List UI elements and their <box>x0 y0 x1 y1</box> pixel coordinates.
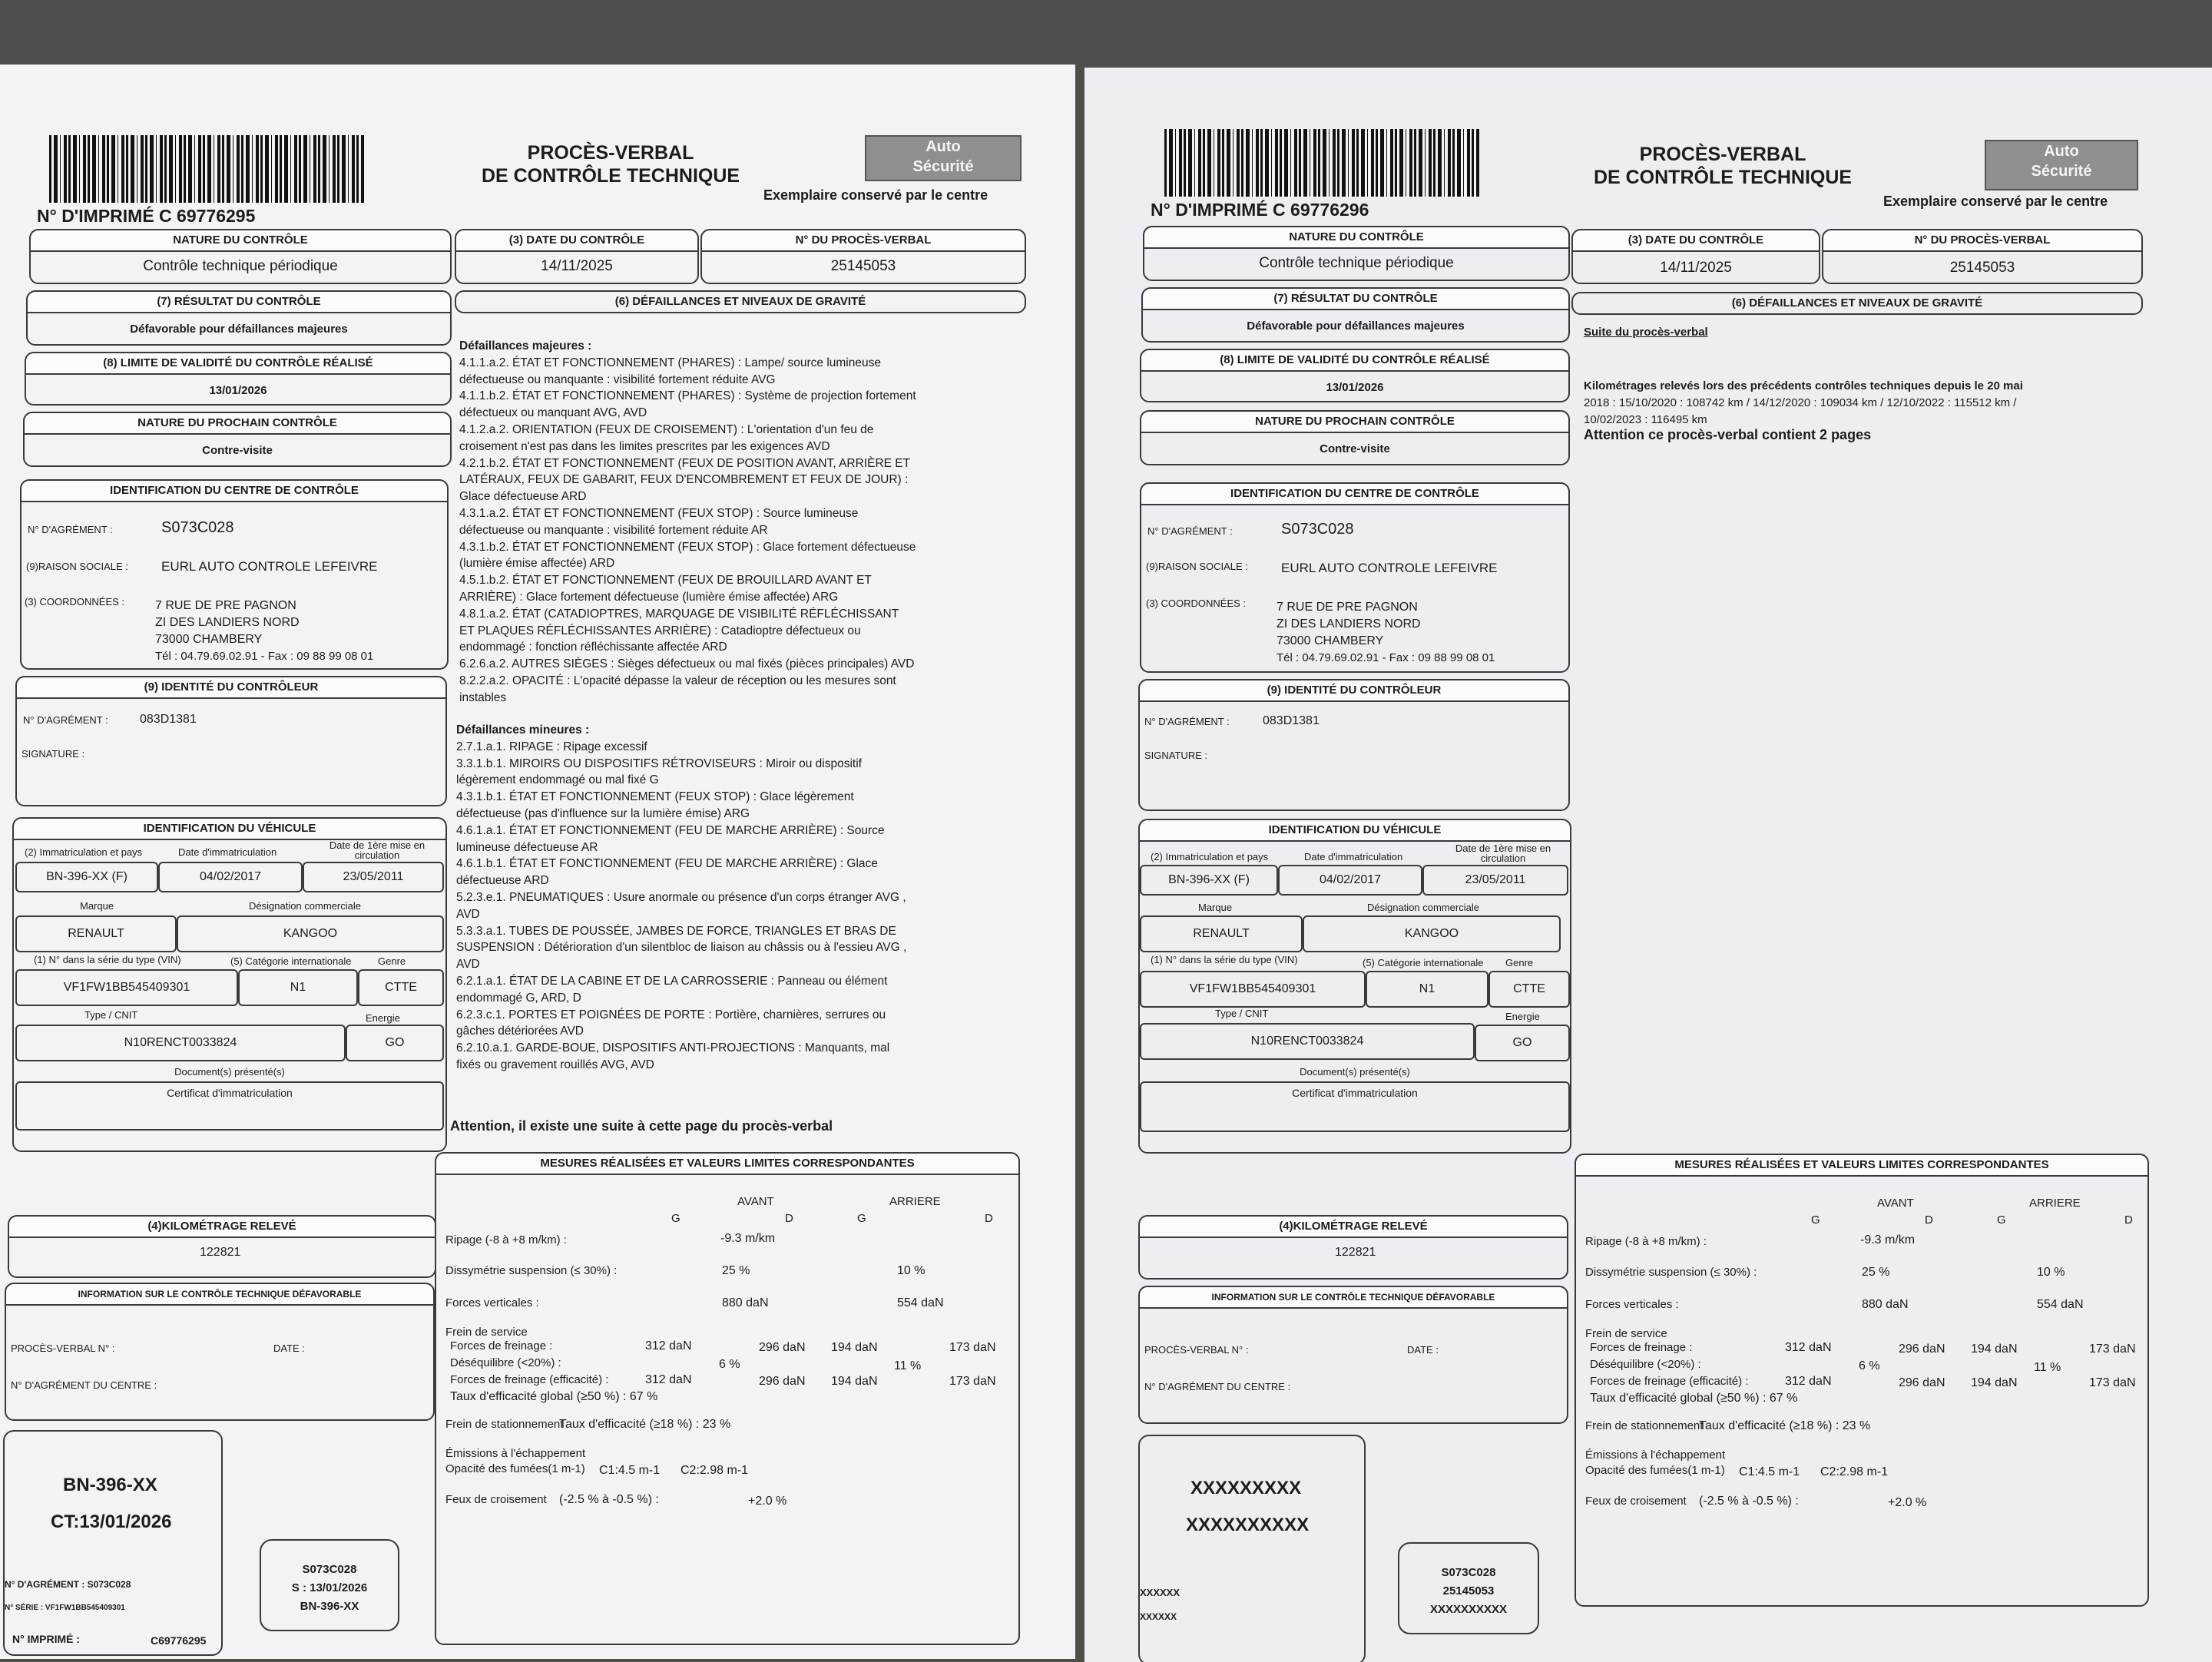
avant-d-header: D <box>785 1212 793 1225</box>
frein-stationnement-label: Frein de stationnement <box>445 1418 564 1431</box>
prochain-box <box>1140 410 1570 465</box>
defaillance-mineure-line: fixés ou gravement rouillés AVG, AVD <box>456 1058 654 1071</box>
defaillances-label: (6) DÉFAILLANCES ET NIVEAUX DE GRAVITÉ <box>1731 296 1983 310</box>
signature-label: SIGNATURE : <box>22 748 85 760</box>
nature-controle-box <box>1143 226 1570 281</box>
num-pv-box <box>1822 229 2143 284</box>
defaillance-mineure-line: 2.7.1.a.1. RIPAGE : Ripage excessif <box>456 740 647 753</box>
feux-croisement-label: Feux de croisement <box>1585 1495 1687 1508</box>
vehicule-label: IDENTIFICATION DU VÉHICULE <box>1140 820 1570 842</box>
vehicule-box <box>1138 819 1571 1154</box>
mesures-box <box>435 1152 1020 1645</box>
defaillance-majeure-line: (lumière émise affectée) ARD <box>459 557 615 571</box>
exemplaire-note: Exemplaire conservé par le centre <box>1883 194 2108 209</box>
opacite-c2: C2:2.98 m-1 <box>1820 1465 1889 1478</box>
exemplaire-note: Exemplaire conservé par le centre <box>763 187 988 203</box>
centre-label: IDENTIFICATION DU CENTRE DE CONTRÔLE <box>1141 484 1568 505</box>
cnit-value: N10RENCT0033824 <box>1140 1023 1475 1060</box>
defaillance-majeure-line: endommagé : fonction réfléchissante affectée ARD <box>459 641 727 654</box>
ripage-value: -9.3 m/km <box>1860 1233 1916 1246</box>
categorie-value: N1 <box>238 969 358 1006</box>
emissions-label: Émissions à l'échappement <box>1585 1448 1726 1462</box>
marque-label: Marque <box>1198 902 1233 913</box>
date-immat-label: Date d'immatriculation <box>1304 851 1403 862</box>
resultat-value: Défavorable pour défaillances majeures <box>1247 319 1465 333</box>
ff-arriere-g: 194 daN <box>831 1341 878 1354</box>
resultat-value: Défavorable pour défaillances majeures <box>130 323 348 336</box>
forces-efficacite-label: Forces de freinage (efficacité) : <box>450 1373 609 1386</box>
imprime-number: N° D'IMPRIMÉ C 69776295 <box>37 206 256 226</box>
vin-label: (1) N° dans la série du type (VIN) <box>1151 954 1298 965</box>
mesures-box <box>1575 1154 2149 1607</box>
km-value: 122821 <box>200 1246 241 1259</box>
feux-croisement-value: +2.0 % <box>1888 1496 1927 1509</box>
sticker-serie: N° SÉRIE : VF1FW1BB545409301 <box>5 1604 125 1612</box>
document-title: PROCÈS-VERBAL DE CONTRÔLE TECHNIQUE <box>1593 144 1853 188</box>
defaillances-label: (6) DÉFAILLANCES ET NIVEAUX DE GRAVITÉ <box>614 295 866 308</box>
defaillance-majeure-line: 4.3.1.b.2. ÉTAT ET FONCTIONNEMENT (FEUX STOP) : Glace fortement défectueuse <box>459 540 916 554</box>
num-pv-box <box>700 229 1026 284</box>
ff-avant-g: 312 daN <box>1785 1341 1832 1354</box>
defaillances-header <box>1571 292 2143 315</box>
pv-page-1 <box>0 65 1075 1659</box>
auto-securite-logo: Auto Sécurité <box>865 135 1022 181</box>
sticker-line2: XXXXXXXXXX <box>1186 1515 1310 1535</box>
vignette-sticker <box>1138 1435 1366 1662</box>
defaillance-majeure-line: 4.1.1.a.2. ÉTAT ET FONCTIONNEMENT (PHARES) : Lampe/ source lumineuse <box>459 356 881 369</box>
dissymetrie-avant: 25 % <box>722 1264 750 1277</box>
agrement-label: N° D'AGRÉMENT : <box>1147 525 1233 537</box>
avant-g-header: G <box>671 1212 680 1225</box>
defaillance-majeure-line: 4.8.1.a.2. ÉTAT (CATADIOPTRES, MARQUAGE DE VISIBILITÉ RÉFLÉCHISSANT <box>459 607 899 621</box>
controleur-agrement-label: N° D'AGRÉMENT : <box>1144 716 1230 727</box>
sticker-line4: XXXXXX <box>1140 1611 1177 1622</box>
ff-avant-d: 296 daN <box>759 1341 806 1354</box>
nature-controle-box <box>29 229 452 284</box>
genre-value: CTTE <box>1488 971 1570 1008</box>
marque-value: RENAULT <box>15 915 177 952</box>
arriere-header: ARRIERE <box>2029 1197 2081 1210</box>
date-circ-label: Date de 1ère mise en circulation <box>1455 843 1551 864</box>
forces-verticales-arriere: 554 daN <box>897 1296 944 1309</box>
vehicule-label: IDENTIFICATION DU VÉHICULE <box>14 819 445 840</box>
designation-label: Désignation commerciale <box>249 900 361 912</box>
categorie-label: (5) Catégorie internationale <box>1363 957 1484 968</box>
info-defav-label: INFORMATION SUR LE CONTRÔLE TECHNIQUE DÉFAVORABLE <box>6 1284 433 1306</box>
defaillance-mineure-line: légèrement endommagé ou mal fixé G <box>456 773 659 787</box>
energie-value: GO <box>1475 1025 1570 1061</box>
raison-value: EURL AUTO CONTROLE LEFEIVRE <box>1281 561 1498 575</box>
sticker-imprime-label: N° IMPRIMÉ : <box>12 1633 81 1645</box>
dissymetrie-arriere: 10 % <box>2037 1266 2065 1279</box>
feux-croisement-value: +2.0 % <box>748 1495 787 1508</box>
feux-croisement-label: Feux de croisement <box>445 1493 547 1506</box>
nature-controle-label: NATURE DU CONTRÔLE <box>1144 227 1568 249</box>
immat-value: BN-396-XX (F) <box>1140 865 1278 896</box>
documents-value: Certificat d'immatriculation <box>15 1081 444 1131</box>
defaillance-mineure-line: endommagé G, ARD, D <box>456 991 581 1005</box>
defaillance-majeure-line: défectueuse ou manquante : visibilité fortement réduite AR <box>459 523 768 537</box>
forces-freinage-label: Forces de freinage : <box>1590 1341 1693 1354</box>
designation-value: KANGOO <box>177 915 444 952</box>
desequilibre-arriere: 11 % <box>894 1359 922 1372</box>
suite-label: Suite du procès-verbal <box>1584 326 1708 339</box>
defaillances-mineures <box>456 722 1040 1074</box>
ffe-arriere-d: 173 daN <box>949 1375 996 1388</box>
date-controle-value: 14/11/2025 <box>1660 260 1732 276</box>
sticker-ct-date: CT:13/01/2026 <box>51 1511 172 1532</box>
dissymetrie-arriere: 10 % <box>897 1264 926 1277</box>
defaillance-majeure-line: croisement n'est pas dans les limites prescrites par les exigences AVD <box>459 439 830 453</box>
limite-label: (8) LIMITE DE VALIDITÉ DU CONTRÔLE RÉALISÉ <box>1141 350 1568 372</box>
controleur-agrement-label: N° D'AGRÉMENT : <box>23 714 108 726</box>
energie-label: Energie <box>366 1012 400 1024</box>
mesures-label: MESURES RÉALISÉES ET VALEURS LIMITES CORRESPONDANTES <box>436 1154 1018 1175</box>
forces-verticales-arriere: 554 daN <box>2037 1298 2084 1311</box>
energie-label: Energie <box>1505 1011 1540 1022</box>
vin-label: (1) N° dans la série du type (VIN) <box>34 954 181 965</box>
marque-value: RENAULT <box>1140 915 1303 952</box>
vin-value: VF1FW1BB545409301 <box>1140 971 1366 1008</box>
vignette-tab <box>1398 1542 1539 1634</box>
documents-label: Document(s) présenté(s) <box>174 1066 285 1078</box>
date-immat-value: 04/02/2017 <box>1278 865 1422 896</box>
ripage-label: Ripage (-8 à +8 m/km) : <box>1585 1235 1707 1248</box>
km-label: (4)KILOMÉTRAGE RELEVÉ <box>1140 1217 1567 1238</box>
date-controle-value: 14/11/2025 <box>541 258 613 274</box>
prochain-value: Contre-visite <box>202 444 273 457</box>
prochain-label: NATURE DU PROCHAIN CONTRÔLE <box>25 413 450 435</box>
defaillance-majeure-line: 4.5.1.b.2. ÉTAT ET FONCTIONNEMENT (FEUX DE BROUILLARD AVANT ET <box>459 574 872 588</box>
limite-box <box>1140 349 1570 402</box>
arriere-g-header: G <box>1997 1213 2006 1227</box>
tab-text: S073C028 S : 13/01/2026 BN-396-XX <box>291 1563 368 1613</box>
energie-value: GO <box>346 1025 444 1061</box>
ffe-arriere-g: 194 daN <box>1971 1376 2018 1389</box>
desequilibre-arriere: 11 % <box>2034 1361 2061 1374</box>
ffe-arriere-d: 173 daN <box>2089 1376 2136 1389</box>
desequilibre-avant: 6 % <box>1859 1359 1880 1372</box>
defaillance-majeure-line: 8.2.2.a.2. OPACITÉ : L'opacité dépasse la valeur de réception ou les mesures sont <box>459 674 896 687</box>
resultat-box <box>26 290 452 346</box>
agrement-value: S073C028 <box>1281 521 1354 538</box>
num-pv-value: 25145053 <box>830 258 896 274</box>
pv-num-label: PROCÈS-VERBAL N° : <box>11 1343 115 1354</box>
opacite-c1: C1:4.5 m-1 <box>599 1464 661 1477</box>
defaillances-majeures <box>459 338 1043 707</box>
defaillance-majeure-line: ARRIÈRE) : Glace fortement défectueuse (lumière émise affectée) ARG <box>459 590 839 604</box>
prochain-label: NATURE DU PROCHAIN CONTRÔLE <box>1141 412 1568 433</box>
defaillance-majeure-line: 4.1.2.a.2. ORIENTATION (FEUX DE CROISEMENT) : L'orientation d'un feu de <box>459 422 874 436</box>
nature-controle-value: Contrôle technique périodique <box>143 258 338 274</box>
defaillance-mineure-line: défectueuse ARD <box>456 874 549 888</box>
defaillance-mineure-line: gâches détériorées AVD <box>456 1025 584 1038</box>
opacite-c1: C1:4.5 m-1 <box>1739 1465 1800 1478</box>
defaillance-majeure-line: ET PLAQUES RÉFLÉCHISSANTES ARRIÈRE) : Catadioptre défectueux ou <box>459 624 861 637</box>
ffe-avant-g: 312 daN <box>645 1373 692 1386</box>
ffe-avant-g: 312 daN <box>1785 1375 1832 1388</box>
vin-value: VF1FW1BB545409301 <box>15 969 238 1006</box>
controleur-agrement-value: 083D1381 <box>1263 714 1320 727</box>
ripage-value: -9.3 m/km <box>720 1232 776 1245</box>
raison-label: (9)RAISON SOCIALE : <box>1146 561 1248 572</box>
defaillance-majeure-line: 4.3.1.a.2. ÉTAT ET FONCTIONNEMENT (FEUX STOP) : Source lumineuse <box>459 506 859 520</box>
defaillance-majeure-line: instables <box>459 690 507 704</box>
designation-label: Désignation commerciale <box>1367 902 1479 913</box>
date-controle-box <box>1571 229 1820 284</box>
limite-value: 13/01/2026 <box>209 384 267 397</box>
defaillance-mineure-line: défectueuse (pas d'influence sur la lumière émise) ARG <box>456 806 750 820</box>
raison-label: (9)RAISON SOCIALE : <box>26 561 128 572</box>
limite-box <box>25 352 452 406</box>
opacite-label: Opacité des fumées(1 m-1) <box>1585 1464 1725 1477</box>
sticker-imprime-value: C69776295 <box>151 1634 207 1647</box>
defav-date-label: DATE : <box>273 1343 305 1354</box>
barcode <box>1164 129 1479 197</box>
coord-label: (3) COORDONNÉES : <box>1146 598 1247 609</box>
arriere-header: ARRIERE <box>889 1195 941 1208</box>
centre-box <box>20 479 449 670</box>
pages-note: Attention ce procès-verbal contient 2 pages <box>1584 427 1872 442</box>
ff-avant-g: 312 daN <box>645 1339 692 1352</box>
vignette-sticker <box>3 1430 223 1656</box>
opacite-label: Opacité des fumées(1 m-1) <box>445 1462 585 1475</box>
defav-date-label: DATE : <box>1407 1344 1439 1356</box>
forces-verticales-avant: 880 daN <box>722 1296 769 1309</box>
taux-global: Taux d'efficacité global (≥50 %) : 67 % <box>450 1390 658 1403</box>
mesures-label: MESURES RÉALISÉES ET VALEURS LIMITES CORRESPONDANTES <box>1576 1155 2147 1177</box>
limite-label: (8) LIMITE DE VALIDITÉ DU CONTRÔLE RÉALISÉ <box>26 353 450 375</box>
defaillance-mineure-line: 6.2.1.a.1. ÉTAT DE LA CABINE ET DE LA CARROSSERIE : Panneau ou élément <box>456 974 888 988</box>
feux-croisement-range: (-2.5 % à -0.5 %) : <box>559 1493 659 1506</box>
sticker-agrement: N° D'AGRÉMENT : S073C028 <box>5 1579 131 1590</box>
frein-stationnement-value: Taux d'efficacité (≥18 %) : 23 % <box>559 1418 731 1431</box>
sticker-plate: BN-396-XX <box>63 1475 157 1495</box>
defaillance-mineure-line: 6.2.10.a.1. GARDE-BOUE, DISPOSITIFS ANTI-PROJECTIONS : Manquants, mal <box>456 1041 890 1055</box>
defaillance-majeure-line: 6.2.6.a.2. AUTRES SIÈGES : Sièges défectueux ou mal fixés (pièces principales) AVD <box>459 657 915 671</box>
forces-verticales-label: Forces verticales : <box>445 1296 539 1309</box>
defaillance-mineure-line: SUSPENSION : Détérioration d'un silentbloc de liaison au châssis ou à l'essieu AVG , <box>456 941 907 955</box>
num-pv-value: 25145053 <box>1949 260 2015 276</box>
controleur-agrement-value: 083D1381 <box>140 713 197 726</box>
genre-label: Genre <box>1505 957 1534 968</box>
desequilibre-label: Déséquilibre (<20%) : <box>1590 1358 1701 1371</box>
cnit-label: Type / CNIT <box>1215 1008 1269 1019</box>
ffe-arriere-g: 194 daN <box>831 1375 878 1388</box>
forces-freinage-label: Forces de freinage : <box>450 1339 553 1352</box>
km-history: Kilométrages relevés lors des précédents contrôles techniques depuis le 20 mai 2018 : 15/10/2020 : 108742 km / 14/12/2020 : 109034 km / 12/10/2022 : 115512 km / 10/02/2023 : 116495 km <box>1584 379 2023 426</box>
defaillance-majeure-line: LATÉRAUX, FEUX DE GABARIT, FEUX D'ENCOMBREMENT ET FEUX DE JOUR) : <box>459 473 909 487</box>
avant-header: AVANT <box>737 1195 774 1208</box>
avant-header: AVANT <box>1877 1197 1914 1210</box>
marque-label: Marque <box>80 900 114 912</box>
sticker-line1: XXXXXXXXX <box>1190 1478 1302 1498</box>
ff-arriere-d: 173 daN <box>949 1341 996 1354</box>
coord-value: 7 RUE DE PRE PAGNON ZI DES LANDIERS NORD 73000 CHAMBERY Tél : 04.79.69.02.91 - Fax : 09 88 99 08 01 <box>1277 601 1495 664</box>
date-controle-label: (3) DATE DU CONTRÔLE <box>1573 230 1819 252</box>
defaillance-mineure-line: 4.6.1.a.1. ÉTAT ET FONCTIONNEMENT (FEU DE MARCHE ARRIÈRE) : Source <box>456 823 885 837</box>
majeures-title: Défaillances majeures : <box>459 339 592 353</box>
ffe-avant-d: 296 daN <box>1899 1376 1945 1389</box>
emissions-label: Émissions à l'échappement <box>445 1447 586 1460</box>
pv-page-2 <box>1084 68 2212 1662</box>
defav-agrement-label: N° D'AGRÉMENT DU CENTRE : <box>1144 1381 1291 1392</box>
ffe-avant-d: 296 daN <box>759 1375 806 1388</box>
arriere-d-header: D <box>2124 1213 2133 1227</box>
ff-arriere-d: 173 daN <box>2089 1343 2136 1356</box>
categorie-value: N1 <box>1366 971 1488 1008</box>
limite-value: 13/01/2026 <box>1326 381 1384 394</box>
agrement-label: N° D'AGRÉMENT : <box>28 524 113 535</box>
frein-service-label: Frein de service <box>1585 1327 1667 1340</box>
genre-label: Genre <box>378 955 406 967</box>
forces-verticales-label: Forces verticales : <box>1585 1298 1679 1311</box>
immat-label: (2) Immatriculation et pays <box>1151 851 1269 862</box>
forces-verticales-avant: 880 daN <box>1862 1298 1909 1311</box>
document-title: PROCÈS-VERBAL DE CONTRÔLE TECHNIQUE <box>481 142 740 187</box>
avant-g-header: G <box>1811 1213 1820 1227</box>
ff-arriere-g: 194 daN <box>1971 1343 2018 1356</box>
frein-service-label: Frein de service <box>445 1326 528 1339</box>
defaillance-majeure-line: Glace défectueuse ARD <box>459 490 587 504</box>
centre-box <box>1140 482 1570 673</box>
agrement-value: S073C028 <box>161 519 234 536</box>
prochain-box <box>23 412 452 467</box>
defav-agrement-label: N° D'AGRÉMENT DU CENTRE : <box>11 1379 157 1391</box>
defaillance-mineure-line: 5.2.3.e.1. PNEUMATIQUES : Usure anormale ou présence d'un corps étranger AVG , <box>456 890 906 904</box>
resultat-label: (7) RÉSULTAT DU CONTRÔLE <box>1143 289 1568 310</box>
documents-label: Document(s) présenté(s) <box>1300 1066 1410 1078</box>
date-controle-label: (3) DATE DU CONTRÔLE <box>456 230 697 252</box>
info-defav-label: INFORMATION SUR LE CONTRÔLE TECHNIQUE DÉFAVORABLE <box>1140 1287 1567 1309</box>
suite-attention: Attention, il existe une suite à cette page du procès-verbal <box>450 1118 833 1134</box>
defaillance-mineure-line: 5.3.3.a.1. TUBES DE POUSSÉE, JAMBES DE FORCE, TRIANGLES ET BRAS DE <box>456 924 896 938</box>
km-value: 122821 <box>1335 1246 1376 1259</box>
defaillance-mineure-line: lumineuse défectueuse AR <box>456 840 598 854</box>
date-immat-value: 04/02/2017 <box>158 862 303 892</box>
defaillance-majeure-line: 4.2.1.b.2. ÉTAT ET FONCTIONNEMENT (FEUX DE POSITION AVANT, ARRIÈRE ET <box>459 456 911 470</box>
controleur-label: (9) IDENTITÉ DU CONTRÔLEUR <box>1140 680 1568 702</box>
centre-label: IDENTIFICATION DU CENTRE DE CONTRÔLE <box>22 481 447 502</box>
immat-value: BN-396-XX (F) <box>15 862 158 892</box>
arriere-d-header: D <box>985 1212 993 1225</box>
info-defav-box <box>5 1283 435 1421</box>
controleur-box <box>1138 679 1570 811</box>
dissymetrie-label: Dissymétrie suspension (≤ 30%) : <box>1585 1266 1757 1279</box>
avant-d-header: D <box>1925 1213 1933 1227</box>
dissymetrie-avant: 25 % <box>1862 1266 1890 1279</box>
designation-value: KANGOO <box>1303 915 1561 952</box>
defaillance-mineure-line: AVD <box>456 907 480 921</box>
resultat-box <box>1141 287 1570 343</box>
vignette-tab <box>260 1539 399 1631</box>
defaillance-majeure-line: 4.1.1.b.2. ÉTAT ET FONCTIONNEMENT (PHARES) : Système de projection fortement <box>459 389 916 403</box>
opacite-c2: C2:2.98 m-1 <box>680 1464 749 1477</box>
defaillance-majeure-line: défectueux ou manquant AVG, AVD <box>459 406 647 420</box>
defaillance-mineure-line: 4.6.1.b.1. ÉTAT ET FONCTIONNEMENT (FEU DE MARCHE ARRIÈRE) : Glace <box>456 857 878 871</box>
genre-value: CTTE <box>358 969 444 1006</box>
raison-value: EURL AUTO CONTROLE LEFEIVRE <box>161 559 378 574</box>
defaillance-majeure-line: défectueuse ou manquante : visibilité fortement réduite AVG <box>459 372 776 386</box>
cnit-label: Type / CNIT <box>84 1009 138 1021</box>
prochain-value: Contre-visite <box>1320 442 1390 455</box>
auto-securite-logo: Auto Sécurité <box>1985 140 2138 190</box>
dissymetrie-label: Dissymétrie suspension (≤ 30%) : <box>445 1264 618 1277</box>
barcode <box>49 135 364 203</box>
tab-text: S073C028 25145053 XXXXXXXXXX <box>1429 1566 1508 1616</box>
defaillance-mineure-line: 3.3.1.b.1. MIROIRS OU DISPOSITIFS RÉTROVISEURS : Miroir ou dispositif <box>456 757 862 770</box>
defaillance-mineure-line: 6.2.3.c.1. PORTES ET POIGNÉES DE PORTE : Portière, charnières, serrures ou <box>456 1008 886 1021</box>
sticker-line3: XXXXXX <box>1140 1587 1181 1598</box>
ff-avant-d: 296 daN <box>1899 1343 1945 1356</box>
mineures-title: Défaillances mineures : <box>456 723 590 737</box>
controleur-label: (9) IDENTITÉ DU CONTRÔLEUR <box>17 677 445 699</box>
ripage-label: Ripage (-8 à +8 m/km) : <box>445 1233 567 1246</box>
defaillances-header <box>455 290 1026 313</box>
signature-label: SIGNATURE : <box>1144 750 1208 761</box>
date-circ-value: 23/05/2011 <box>1422 865 1568 896</box>
date-controle-box <box>455 229 699 284</box>
cnit-value: N10RENCT0033824 <box>15 1025 346 1061</box>
categorie-label: (5) Catégorie internationale <box>230 955 352 967</box>
date-circ-label: Date de 1ère mise en circulation <box>329 839 426 861</box>
num-pv-label: N° DU PROCÈS-VERBAL <box>1823 230 2141 252</box>
forces-efficacite-label: Forces de freinage (efficacité) : <box>1590 1375 1749 1388</box>
km-box <box>1138 1215 1568 1280</box>
arriere-g-header: G <box>857 1212 866 1225</box>
vehicule-box <box>12 817 447 1152</box>
num-pv-label: N° DU PROCÈS-VERBAL <box>702 230 1025 252</box>
desequilibre-label: Déséquilibre (<20%) : <box>450 1356 561 1369</box>
km-box <box>8 1215 436 1278</box>
defaillance-mineure-line: AVD <box>456 958 480 972</box>
taux-global: Taux d'efficacité global (≥50 %) : 67 % <box>1590 1392 1798 1405</box>
documents-value: Certificat d'immatriculation <box>1140 1081 1570 1132</box>
coord-label: (3) COORDONNÉES : <box>25 596 125 608</box>
pv-num-label: PROCÈS-VERBAL N° : <box>1144 1344 1249 1356</box>
frein-stationnement-label: Frein de stationnement <box>1585 1419 1704 1432</box>
km-label: (4)KILOMÉTRAGE RELEVÉ <box>9 1217 435 1238</box>
date-circ-value: 23/05/2011 <box>303 862 444 892</box>
nature-controle-label: NATURE DU CONTRÔLE <box>31 230 450 252</box>
controleur-box <box>15 676 447 806</box>
date-immat-label: Date d'immatriculation <box>178 846 277 858</box>
frein-stationnement-value: Taux d'efficacité (≥18 %) : 23 % <box>1699 1419 1871 1432</box>
desequilibre-avant: 6 % <box>719 1358 740 1371</box>
resultat-label: (7) RÉSULTAT DU CONTRÔLE <box>28 292 450 313</box>
imprime-number: N° D'IMPRIMÉ C 69776296 <box>1151 200 1369 220</box>
defaillance-mineure-line: 4.3.1.b.1. ÉTAT ET FONCTIONNEMENT (FEUX STOP) : Glace légèrement <box>456 790 854 804</box>
info-defav-box <box>1138 1286 1568 1424</box>
feux-croisement-range: (-2.5 % à -0.5 %) : <box>1699 1495 1799 1508</box>
nature-controle-value: Contrôle technique périodique <box>1259 255 1454 271</box>
immat-label: (2) Immatriculation et pays <box>25 846 143 858</box>
coord-value: 7 RUE DE PRE PAGNON ZI DES LANDIERS NORD 73000 CHAMBERY Tél : 04.79.69.02.91 - Fax : 09 88 99 08 01 <box>155 599 374 663</box>
